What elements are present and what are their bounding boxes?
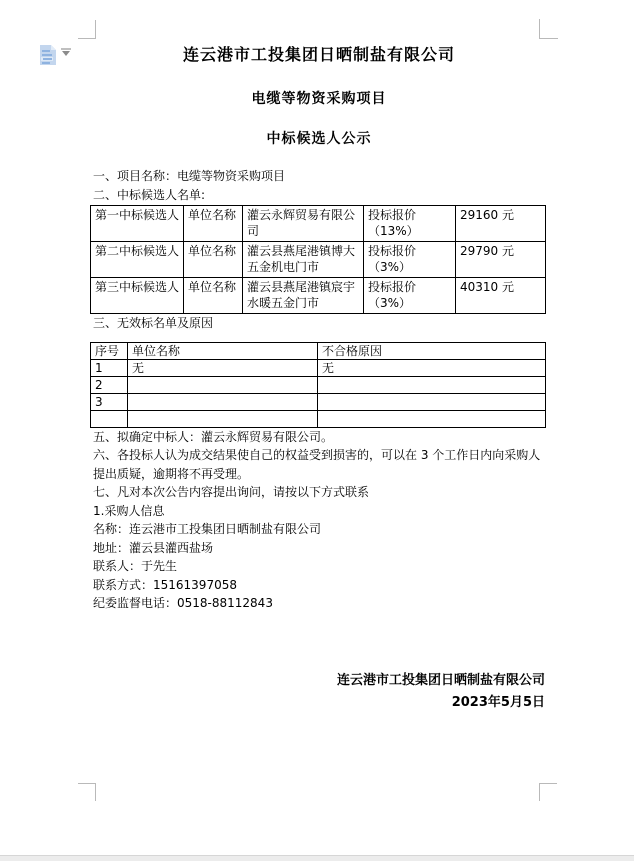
- section-project-name: 一、项目名称：电缆等物资采购项目: [93, 169, 286, 183]
- signature-date: 2023年5月5日: [451, 695, 545, 710]
- section-invalid-list-heading: 三、无效标名单及原因: [93, 316, 214, 330]
- table-row: [91, 359, 546, 376]
- table-cell: 3: [91, 393, 128, 410]
- document-title-block: [93, 42, 545, 148]
- supervision-phone: 纪委监督电话：0518-88112843: [93, 596, 273, 610]
- table-row: [91, 206, 546, 242]
- table-row: [91, 376, 546, 393]
- table-cell: 无: [318, 359, 546, 376]
- table-cell: [128, 393, 318, 410]
- signature-company: 连云港市工投集团日晒制盐有限公司: [336, 673, 545, 688]
- column-header: 单位名称: [128, 342, 318, 359]
- paste-options-button[interactable]: [38, 44, 72, 66]
- signature-block: [93, 670, 545, 714]
- table-row: [91, 393, 546, 410]
- column-header: 序号: [91, 342, 128, 359]
- table-cell: [318, 393, 546, 410]
- candidates-table: [90, 205, 546, 314]
- table-row: [91, 278, 546, 314]
- table-cell: 29790 元: [456, 242, 546, 278]
- text-boundary-mark-top-right: [539, 19, 558, 39]
- table-cell: 投标报价（13%）: [364, 206, 456, 242]
- table-cell: 40310 元: [456, 278, 546, 314]
- table-header-row: [91, 342, 546, 359]
- table-cell: 灌云永辉贸易有限公司: [243, 206, 364, 242]
- table-cell: 灌云县燕尾港镇博大五金机电门市: [243, 242, 364, 278]
- table-row: [91, 410, 546, 427]
- table-cell: 投标报价（3%）: [364, 278, 456, 314]
- table-cell: 29160 元: [456, 206, 546, 242]
- table-cell: 单位名称: [184, 206, 243, 242]
- section-objection: 六、各投标人认为成交结果使自己的权益受到损害的，可以在 3 个工作日内向采购人提出质疑，逾期将不再受理。: [93, 448, 541, 481]
- table-cell: 第二中标候选人: [91, 242, 184, 278]
- purchaser-info-heading: 1.采购人信息: [93, 503, 165, 518]
- invalid-bids-table: [90, 342, 546, 428]
- table-cell: [128, 376, 318, 393]
- company-title: 连云港市工投集团日晒制盐有限公司: [182, 45, 455, 64]
- table-row: [91, 242, 546, 278]
- purchaser-name: 名称：连云港市工投集团日晒制盐有限公司: [93, 522, 322, 536]
- table-cell: 1: [91, 359, 128, 376]
- text-boundary-mark-bottom-right: [539, 783, 557, 801]
- table-cell: 灌云县燕尾港镇宸宇水暖五金门市: [243, 278, 364, 314]
- table-cell: 第一中标候选人: [91, 206, 184, 242]
- page-bottom-edge: [0, 855, 634, 861]
- table-cell: 2: [91, 376, 128, 393]
- section-candidate-list-heading: 二、中标候选人名单:: [93, 187, 206, 202]
- table-cell: 单位名称: [184, 278, 243, 314]
- table-cell: 单位名称: [184, 242, 243, 278]
- purchaser-address: 地址：灌云县灌西盐场: [93, 540, 214, 555]
- table-cell: 无: [128, 359, 318, 376]
- column-header: 不合格原因: [318, 342, 546, 359]
- document-body: [93, 167, 545, 613]
- text-boundary-mark-bottom-left: [78, 783, 96, 801]
- table-cell: [128, 410, 318, 427]
- dropdown-arrow-icon[interactable]: [62, 51, 70, 56]
- table-cell: [318, 376, 546, 393]
- purchaser-contact: 联系人：于先生: [93, 559, 178, 573]
- purchaser-phone: 联系方式：15161397058: [93, 577, 237, 592]
- text-boundary-mark-top-left: [78, 20, 96, 39]
- project-title: 电缆等物资采购项目: [251, 91, 387, 107]
- table-cell: 投标报价（3%）: [364, 242, 456, 278]
- section-winner: 五、拟确定中标人：灌云永辉贸易有限公司。: [93, 429, 334, 444]
- table-cell: 第三中标候选人: [91, 278, 184, 314]
- section-inquiry: 七、凡对本次公告内容提出询问，请按以下方式联系: [93, 485, 370, 499]
- announcement-title: 中标候选人公示: [266, 131, 372, 147]
- table-cell: [318, 410, 546, 427]
- table-cell: [91, 410, 128, 427]
- dropdown-bar: [61, 48, 71, 50]
